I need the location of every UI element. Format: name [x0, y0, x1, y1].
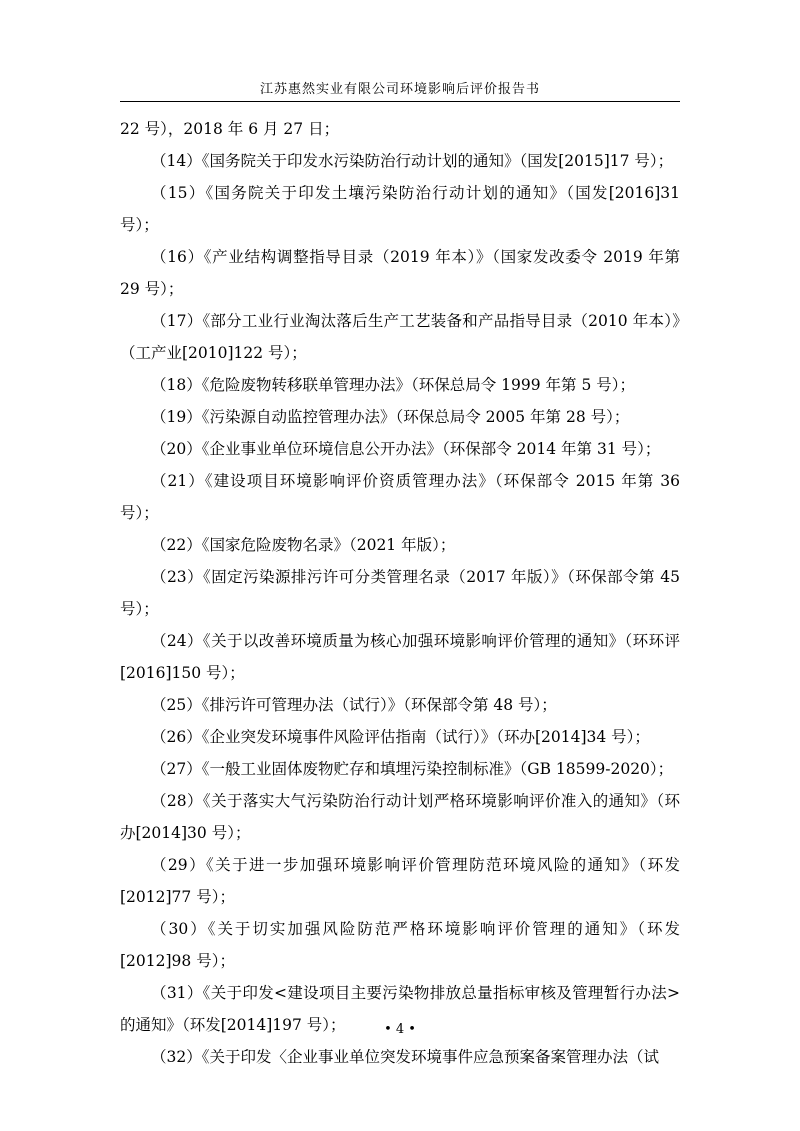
list-item-15: （15）《国务院关于印发土壤污染防治行动计划的通知》（国发[2016]31 号）；: [120, 184, 680, 234]
list-item-32: （32）《关于印发〈企业事业单位突发环境事件应急预案备案管理办法（试: [151, 1048, 659, 1066]
document-body: [120, 113, 680, 1073]
list-item-27: （27）《一般工业固体废物贮存和填埋污染控制标准》（GB 18599-2020）；: [151, 760, 674, 778]
paragraph-continuation: 22 号），2018 年 6 月 27 日；: [120, 120, 340, 138]
page-number: • 4 •: [384, 1022, 416, 1037]
list-item-20: （20）《企业事业单位环境信息公开办法》（环保部令 2014 年第 31 号）；: [151, 440, 661, 458]
list-item-28: （28）《关于落实大气污染防治行动计划严格环境影响评价准入的通知》（环办[2014]30 号）；: [120, 792, 680, 842]
list-item-19: （19）《污染源自动监控管理办法》（环保总局令 2005 年第 28 号）；: [151, 408, 630, 426]
list-item-22: （22）《国家危险废物名录》（2021 年版）；: [151, 536, 456, 554]
list-item-14: （14）《国务院关于印发水污染防治行动计划的通知》（国发[2015]17 号）；: [151, 152, 674, 170]
list-item-26: （26）《企业突发环境事件风险评估指南（试行）》（环办[2014]34 号）；: [151, 728, 650, 746]
list-item-30: （30）《关于切实加强风险防范严格环境影响评价管理的通知》（环发[2012]98 号）；: [120, 920, 680, 970]
header-divider: [120, 101, 680, 102]
list-item-29: （29）《关于进一步加强环境影响评价管理防范环境风险的通知》（环发[2012]77 号）；: [120, 856, 680, 906]
list-item-25: （25）《排污许可管理办法（试行）》（环保部令第 48 号）；: [151, 696, 557, 714]
list-item-24: （24）《关于以改善环境质量为核心加强环境影响评价管理的通知》（环环评[2016]150 号）；: [120, 632, 680, 682]
list-item-16: （16）《产业结构调整指导目录（2019 年本）》（国家发改委令 2019 年第 29 号）；: [120, 248, 680, 298]
list-item-23: （23）《固定污染源排污许可分类管理名录（2017 年版）》（环保部令第 45 号）；: [120, 568, 680, 618]
list-item-21: （21）《建设项目环境影响评价资质管理办法》（环保部令 2015 年第 36 号）；: [120, 472, 680, 522]
list-item-17: （17）《部分工业行业淘汰落后生产工艺装备和产品指导目录（2010 年本）》（工产业[2010]122 号）；: [120, 312, 680, 362]
list-item-31: （31）《关于印发<建设项目主要污染物排放总量指标审核及管理暂行办法>的通知》（环发[2014]197 号）；: [120, 984, 680, 1034]
page-header-title: 江苏惠然实业有限公司环境影响后评价报告书: [259, 82, 540, 97]
list-item-18: （18）《危险废物转移联单管理办法》（环保总局令 1999 年第 5 号）；: [151, 376, 635, 394]
